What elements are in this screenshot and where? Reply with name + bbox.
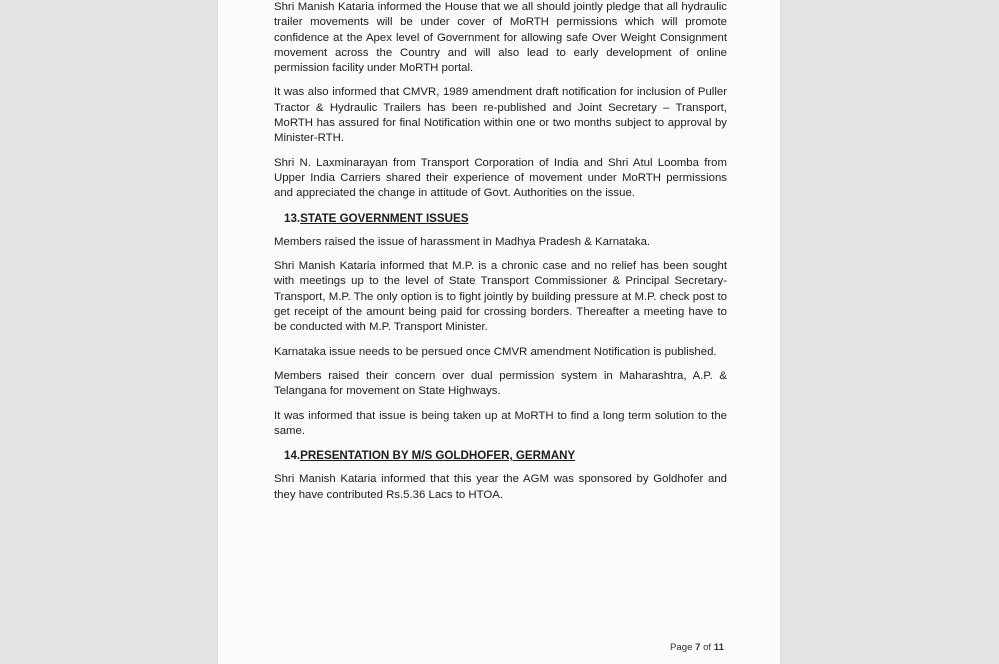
- page-content: [274, 0, 727, 512]
- page-number-prefix: Page: [670, 642, 696, 653]
- paragraph-mp-case: Shri Manish Kataria informed that M.P. is a chronic case and no relief has been sought with meetings up to the level of State Transport Commissioner & Principal Secretary-Transport, M.P. The only option is to fight jointly by building pressure at M.P. check post to get receipt of the amount being paid for crossing borders. Thereafter a meeting have to be conducted with M.P. Transport Minister.: [274, 260, 727, 334]
- paragraph-harassment: Members raised the issue of harassment in Madhya Pradesh & Karnataka.: [274, 235, 651, 248]
- section-title: STATE GOVERNMENT ISSUES: [300, 211, 469, 225]
- section-heading-13: [284, 211, 727, 226]
- document-page: [218, 0, 780, 664]
- section-title: PRESENTATION BY M/S GOLDHOFER, GERMANY: [300, 449, 576, 463]
- section-heading-14: [284, 448, 727, 463]
- paragraph-cmvr: It was also informed that CMVR, 1989 amendment draft notification for inclusion of Puller Tractor & Hydraulic Trailers has been re-published and Joint Secretary – Transport, MoRTH has assured for final Notification within one or two months subject to approval by Minister-RTH.: [274, 86, 727, 145]
- page-number-current: 7: [695, 642, 701, 653]
- paragraph-experience: Shri N. Laxminarayan from Transport Corporation of India and Shri Atul Loomba from Upper India Carriers shared their experience of movement under MoRTH permissions and appreciated the change in attitude of Govt. Authorities on the issue.: [274, 156, 727, 200]
- section-number: 13.: [284, 211, 301, 225]
- page-number: [670, 642, 724, 653]
- section-number: 14.: [284, 449, 301, 463]
- paragraph-dual-permission: Members raised their concern over dual permission system in Maharashtra, A.P. & Telangana for movement on State Highways.: [274, 369, 727, 398]
- page-number-of: of: [700, 642, 714, 653]
- paragraph-goldhofer: Shri Manish Kataria informed that this year the AGM was sponsored by Goldhofer and they have contributed Rs.5.36 Lacs to HTOA.: [274, 473, 727, 501]
- paragraph-karnataka: Karnataka issue needs to be persued once CMVR amendment Notification is published.: [274, 345, 717, 358]
- paragraph-morth-solution: It was informed that issue is being taken up at MoRTH to find a long term solution to the same.: [274, 409, 727, 437]
- page-number-total: 11: [713, 642, 724, 653]
- paragraph-pledge: Shri Manish Kataria informed the House that we all should jointly pledge that all hydraulic trailer movements will be under cover of MoRTH permissions which will promote confidence at the Apex level of Government for allowing safe Over Weight Consignment movement across the Country and will also lead to early development of online permission facility under MoRTH portal.: [274, 1, 727, 75]
